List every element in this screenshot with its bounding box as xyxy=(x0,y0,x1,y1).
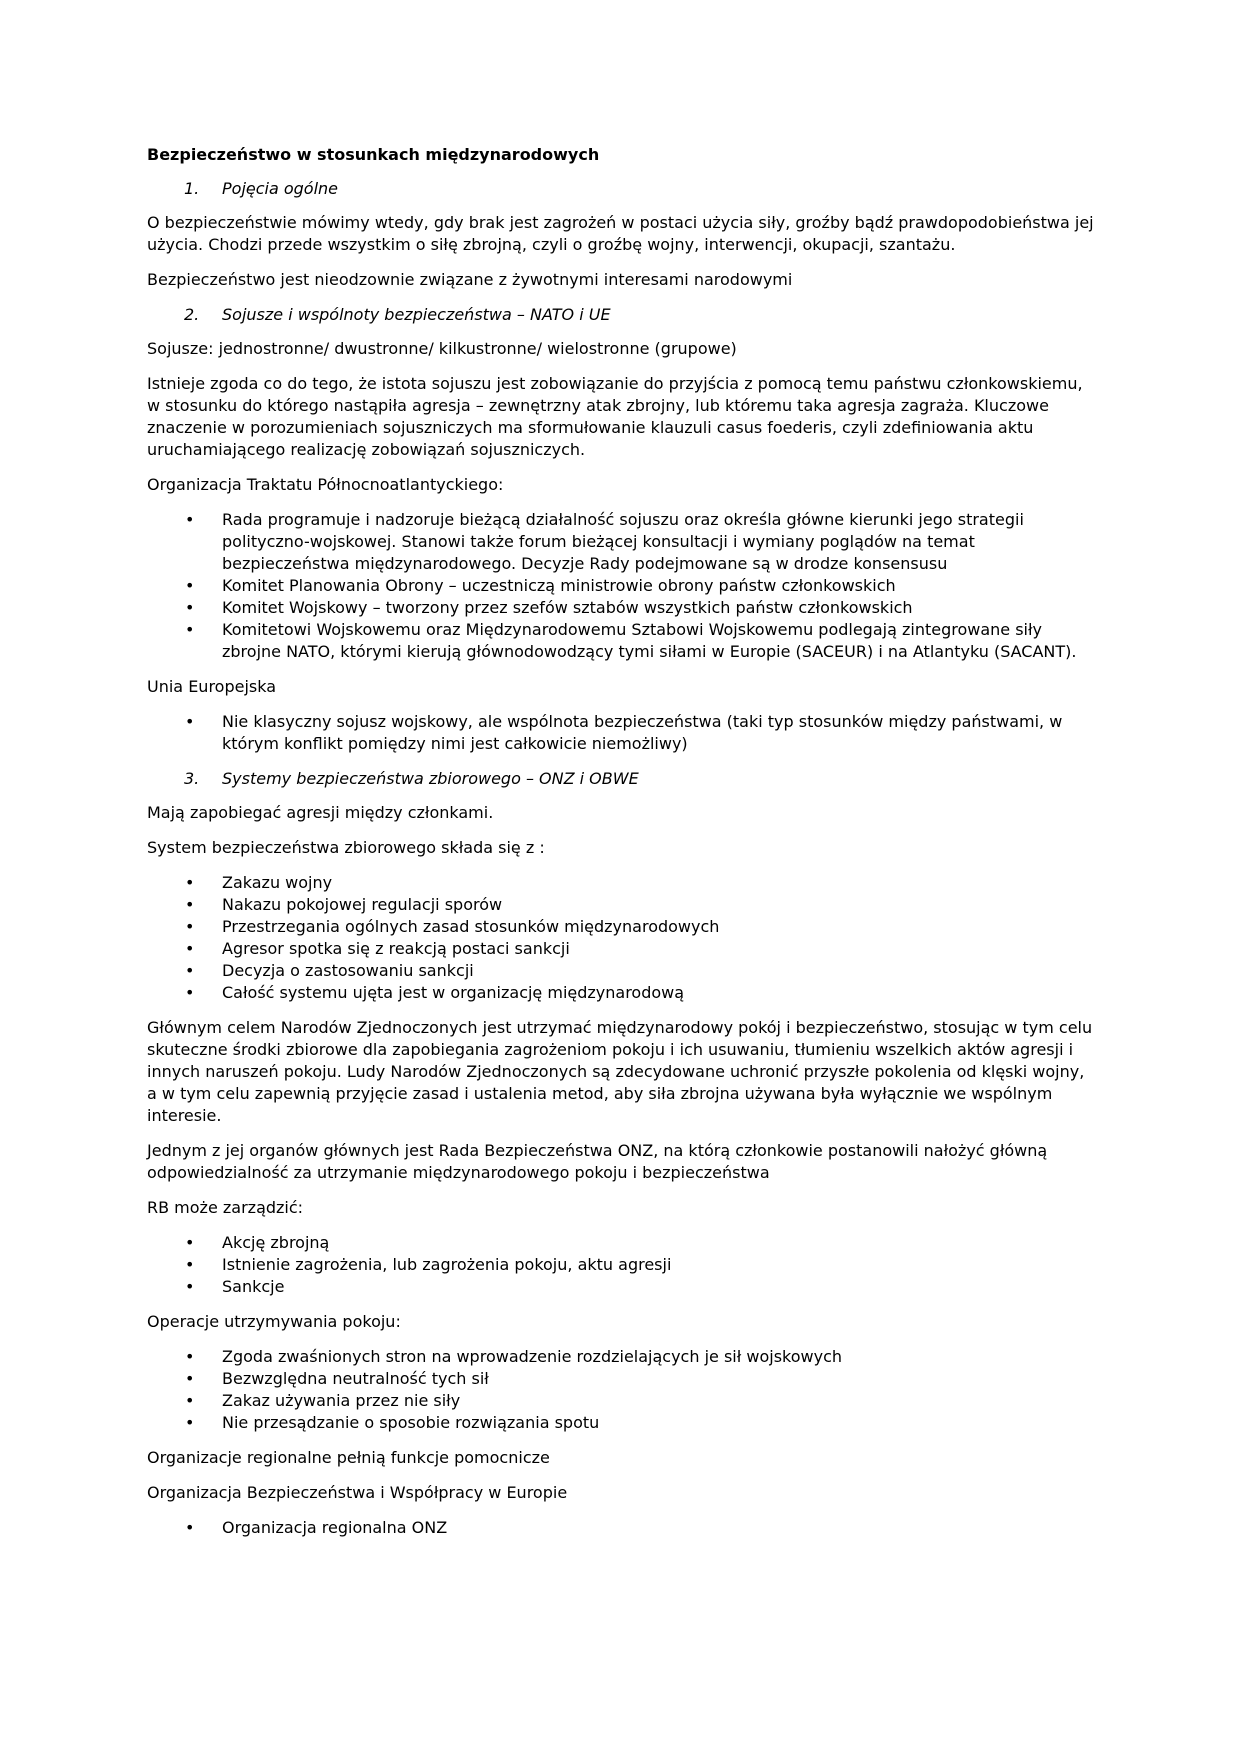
list-item-text: Zgoda zwaśnionych stron na wprowadzenie rozdzielających je sił wojskowych xyxy=(222,1347,842,1366)
bullet-icon: • xyxy=(185,983,195,1002)
list-label: Organizacja Traktatu Północnoatlantyckiego: xyxy=(147,475,504,494)
list-item-text: Nakazu pokojowej regulacji sporów xyxy=(222,895,503,914)
list-item-text: Nie klasyczny sojusz wojskowy, ale wspólnota bezpieczeństwa (taki typ stosunków między państwami, w którym konflikt pomiędzy nimi jest całkowicie niemożliwy) xyxy=(222,712,1063,753)
list-item xyxy=(147,619,1097,663)
bullet-icon: • xyxy=(185,1518,195,1537)
list-label: System bezpieczeństwa zbiorowego składa się z : xyxy=(147,838,545,857)
list-item xyxy=(147,575,1097,597)
paragraph: Bezpieczeństwo jest nieodzownie związane z żywotnymi interesami narodowymi xyxy=(147,270,793,289)
list-item xyxy=(147,711,1097,755)
bullet-icon: • xyxy=(185,873,195,892)
list-item-text: Rada programuje i nadzoruje bieżącą działalność sojuszu oraz określa główne kierunki jego strategii polityczno-wojskowej. Stanowi także forum bieżącej konsultacji i wymiany poglądów na temat bezpieczeństwa międzynarodowego. Decyzje Rady podejmowane są w drodze konsensusu xyxy=(222,510,1024,573)
list-item-text: Decyzja o zastosowaniu sankcji xyxy=(222,961,474,980)
bullet-icon: • xyxy=(185,939,195,958)
section-heading-text: Pojęcia ogólne xyxy=(222,179,339,198)
bullet-icon: • xyxy=(185,961,195,980)
list-item xyxy=(147,1390,1097,1412)
obwe-list xyxy=(147,1517,1097,1539)
bullet-icon: • xyxy=(185,1413,195,1432)
list-item xyxy=(147,1368,1097,1390)
bullet-icon: • xyxy=(185,895,195,914)
section-number: 2. xyxy=(184,305,200,324)
list-item-text: Komitetowi Wojskowemu oraz Międzynarodowemu Sztabowi Wojskowemu podlegają zintegrowane siły zbrojne NATO, którymi kierują głównodowodzący tymi siłami w Europie (SACEUR) i na Atlantyku (SACANT). xyxy=(222,620,1077,661)
paragraph: O bezpieczeństwie mówimy wtedy, gdy brak jest zagrożeń w postaci użycia siły, groźby bądź prawdopodobieństwa jej użycia. Chodzi przede wszystkim o siłę zbrojną, czyli o groźbę wojny, interwencji, okupacji, szantażu. xyxy=(147,213,1094,254)
ops-list xyxy=(147,1346,1097,1434)
list-label: Operacje utrzymywania pokoju: xyxy=(147,1312,401,1331)
paragraph: Głównym celem Narodów Zjednoczonych jest utrzymać międzynarodowy pokój i bezpieczeństwo, stosując w tym celu skuteczne środki zbiorowe dla zapobiegania zagrożeniom pokoju i ich usuwaniu, tłumieniu wszelkich aktów agresji i innych naruszeń pokoju. Ludy Narodów Zjednoczonych są zdecydowane uchronić przyszłe pokolenia od klęski wojny, a w tym celu zapewnią przyjęcie zasad i ustalenia metod, aby siła zbrojna używana była wyłącznie we wspólnym interesie. xyxy=(147,1018,1093,1125)
bullet-icon: • xyxy=(185,620,195,639)
list-item xyxy=(147,894,1097,916)
list-item xyxy=(147,960,1097,982)
list-item xyxy=(147,597,1097,619)
paragraph: Istnieje zgoda co do tego, że istota sojuszu jest zobowiązanie do przyjścia z pomocą temu państwu członkowskiemu, w stosunku do którego nastąpiła agresja – zewnętrzny atak zbrojny, lub któremu taka agresja zagraża. Kluczowe znaczenie w porozumieniach sojuszniczych ma sformułowanie klauzuli casus foederis, czyli zdefiniowania aktu uruchamiającego realizację zobowiązań sojuszniczych. xyxy=(147,374,1083,459)
paragraph: Sojusze: jednostronne/ dwustronne/ kilkustronne/ wielostronne (grupowe) xyxy=(147,339,737,358)
list-item-text: Istnienie zagrożenia, lub zagrożenia pokoju, aktu agresji xyxy=(222,1255,672,1274)
list-item-text: Nie przesądzanie o sposobie rozwiązania spotu xyxy=(222,1413,600,1432)
section-heading-text: Sojusze i wspólnoty bezpieczeństwa – NATO i UE xyxy=(222,305,611,324)
bullet-icon: • xyxy=(185,1233,195,1252)
list-item xyxy=(147,938,1097,960)
list-item xyxy=(147,1232,1097,1254)
bullet-icon: • xyxy=(185,510,195,529)
list-item xyxy=(147,916,1097,938)
list-item xyxy=(147,1346,1097,1368)
list-item-text: Akcję zbrojną xyxy=(222,1233,330,1252)
bullet-icon: • xyxy=(185,1369,195,1388)
list-item-text: Zakaz używania przez nie siły xyxy=(222,1391,461,1410)
list-item xyxy=(147,1254,1097,1276)
list-item-text: Bezwzględna neutralność tych sił xyxy=(222,1369,489,1388)
list-item xyxy=(147,509,1097,575)
list-item-text: Przestrzegania ogólnych zasad stosunków międzynarodowych xyxy=(222,917,720,936)
section-number: 3. xyxy=(184,769,200,788)
list-item xyxy=(147,982,1097,1004)
section-heading-text: Systemy bezpieczeństwa zbiorowego – ONZ i OBWE xyxy=(222,769,639,788)
list-item-text: Całość systemu ujęta jest w organizację międzynarodową xyxy=(222,983,685,1002)
nato-list xyxy=(147,509,1097,663)
bullet-icon: • xyxy=(185,917,195,936)
document-title: Bezpieczeństwo w stosunkach międzynarodowych xyxy=(147,145,600,164)
list-item-text: Zakazu wojny xyxy=(222,873,333,892)
list-item-text: Agresor spotka się z reakcją postaci sankcji xyxy=(222,939,570,958)
paragraph: Jednym z jej organów głównych jest Rada Bezpieczeństwa ONZ, na którą członkowie postanowili nałożyć główną odpowiedzialność za utrzymanie międzynarodowego pokoju i bezpieczeństwa xyxy=(147,1141,1048,1182)
document-page xyxy=(147,144,1097,1552)
bullet-icon: • xyxy=(185,1391,195,1410)
rb-list xyxy=(147,1232,1097,1298)
bullet-icon: • xyxy=(185,712,195,731)
section-heading-2 xyxy=(147,304,1097,326)
system-list xyxy=(147,872,1097,1004)
list-item-text: Komitet Wojskowy – tworzony przez szefów sztabów wszystkich państw członkowskich xyxy=(222,598,913,617)
bullet-icon: • xyxy=(185,1255,195,1274)
list-item xyxy=(147,1276,1097,1298)
list-label: Unia Europejska xyxy=(147,677,277,696)
paragraph: Organizacje regionalne pełnią funkcje pomocnicze xyxy=(147,1448,550,1467)
list-label: Organizacja Bezpieczeństwa i Współpracy w Europie xyxy=(147,1483,568,1502)
list-item xyxy=(147,872,1097,894)
bullet-icon: • xyxy=(185,598,195,617)
list-item xyxy=(147,1517,1097,1539)
section-heading-3 xyxy=(147,768,1097,790)
bullet-icon: • xyxy=(185,576,195,595)
list-item-text: Komitet Planowania Obrony – uczestniczą ministrowie obrony państw członkowskich xyxy=(222,576,896,595)
list-item xyxy=(147,1412,1097,1434)
bullet-icon: • xyxy=(185,1347,195,1366)
section-heading-1 xyxy=(147,178,1097,200)
list-item-text: Sankcje xyxy=(222,1277,285,1296)
list-item-text: Organizacja regionalna ONZ xyxy=(222,1518,448,1537)
section-number: 1. xyxy=(184,179,200,198)
ue-list xyxy=(147,711,1097,755)
bullet-icon: • xyxy=(185,1277,195,1296)
list-label: RB może zarządzić: xyxy=(147,1198,304,1217)
paragraph: Mają zapobiegać agresji między członkami. xyxy=(147,803,494,822)
